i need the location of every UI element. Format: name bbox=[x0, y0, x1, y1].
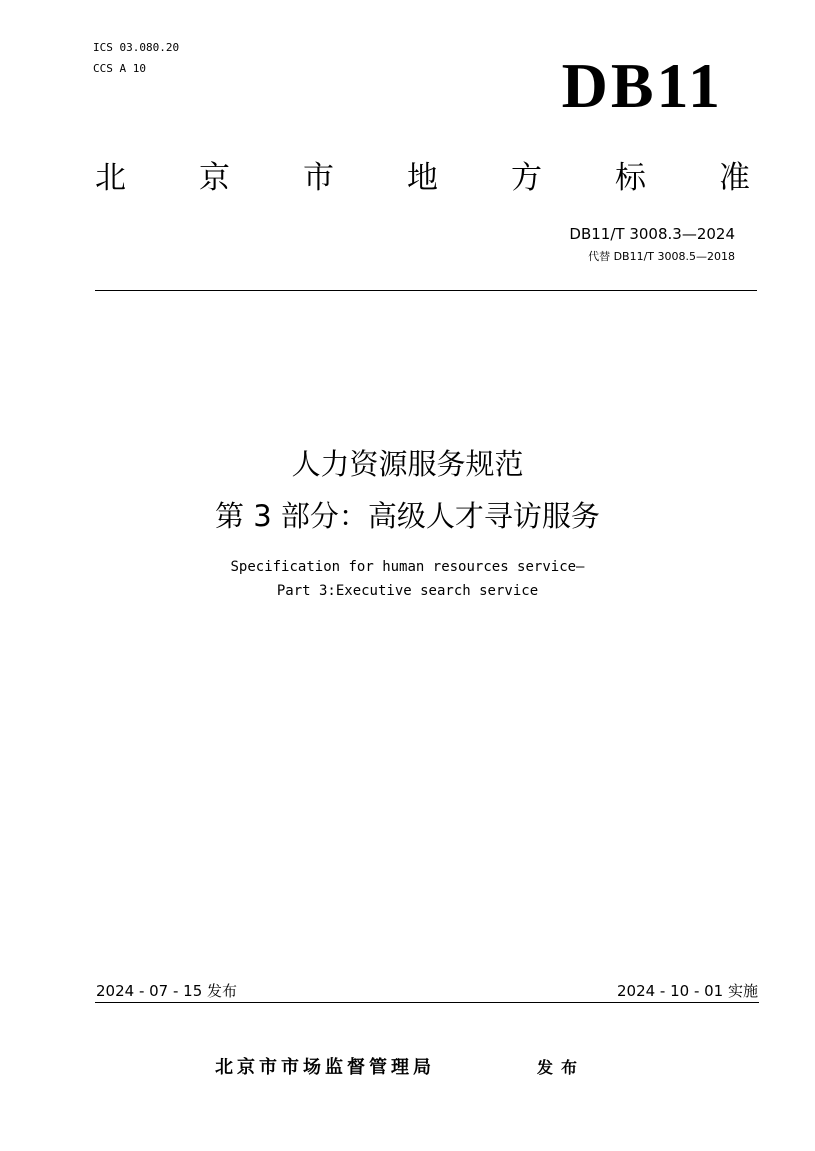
standard-type-char: 地 bbox=[407, 160, 438, 196]
ics-code: ICS 03.080.20 bbox=[93, 41, 180, 54]
standard-type-char: 准 bbox=[719, 160, 750, 196]
top-divider bbox=[95, 290, 757, 291]
standard-type bbox=[95, 156, 750, 200]
standard-type-char: 北 bbox=[95, 160, 126, 196]
standard-type-char: 市 bbox=[303, 160, 334, 196]
ccs-code: CCS A 10 bbox=[93, 62, 146, 75]
title-en-part: Part 3:Executive search service bbox=[276, 583, 539, 599]
issuer-action: 发布 bbox=[537, 1058, 586, 1077]
db11-logo: DB11 bbox=[561, 50, 723, 121]
title-en-main: Specification for human resources service— bbox=[230, 559, 585, 575]
bottom-divider bbox=[95, 1002, 759, 1003]
issue-date: 2024 - 07 - 15 发布 bbox=[96, 982, 238, 1000]
replaces-standard: 代替 DB11/T 3008.5—2018 bbox=[588, 250, 735, 263]
title-cn-main: 人力资源服务规范 bbox=[291, 447, 524, 481]
implementation-date: 2024 - 10 - 01 实施 bbox=[616, 982, 758, 1000]
title-cn-part: 第 3 部分：高级人才寻访服务 bbox=[215, 499, 600, 533]
standard-number: DB11/T 3008.3—2024 bbox=[569, 225, 735, 243]
standard-type-char: 标 bbox=[615, 160, 646, 196]
standard-type-char: 京 bbox=[199, 160, 230, 196]
issuer-name: 北京市市场监督管理局 bbox=[215, 1057, 435, 1078]
standard-type-char: 方 bbox=[511, 160, 542, 196]
